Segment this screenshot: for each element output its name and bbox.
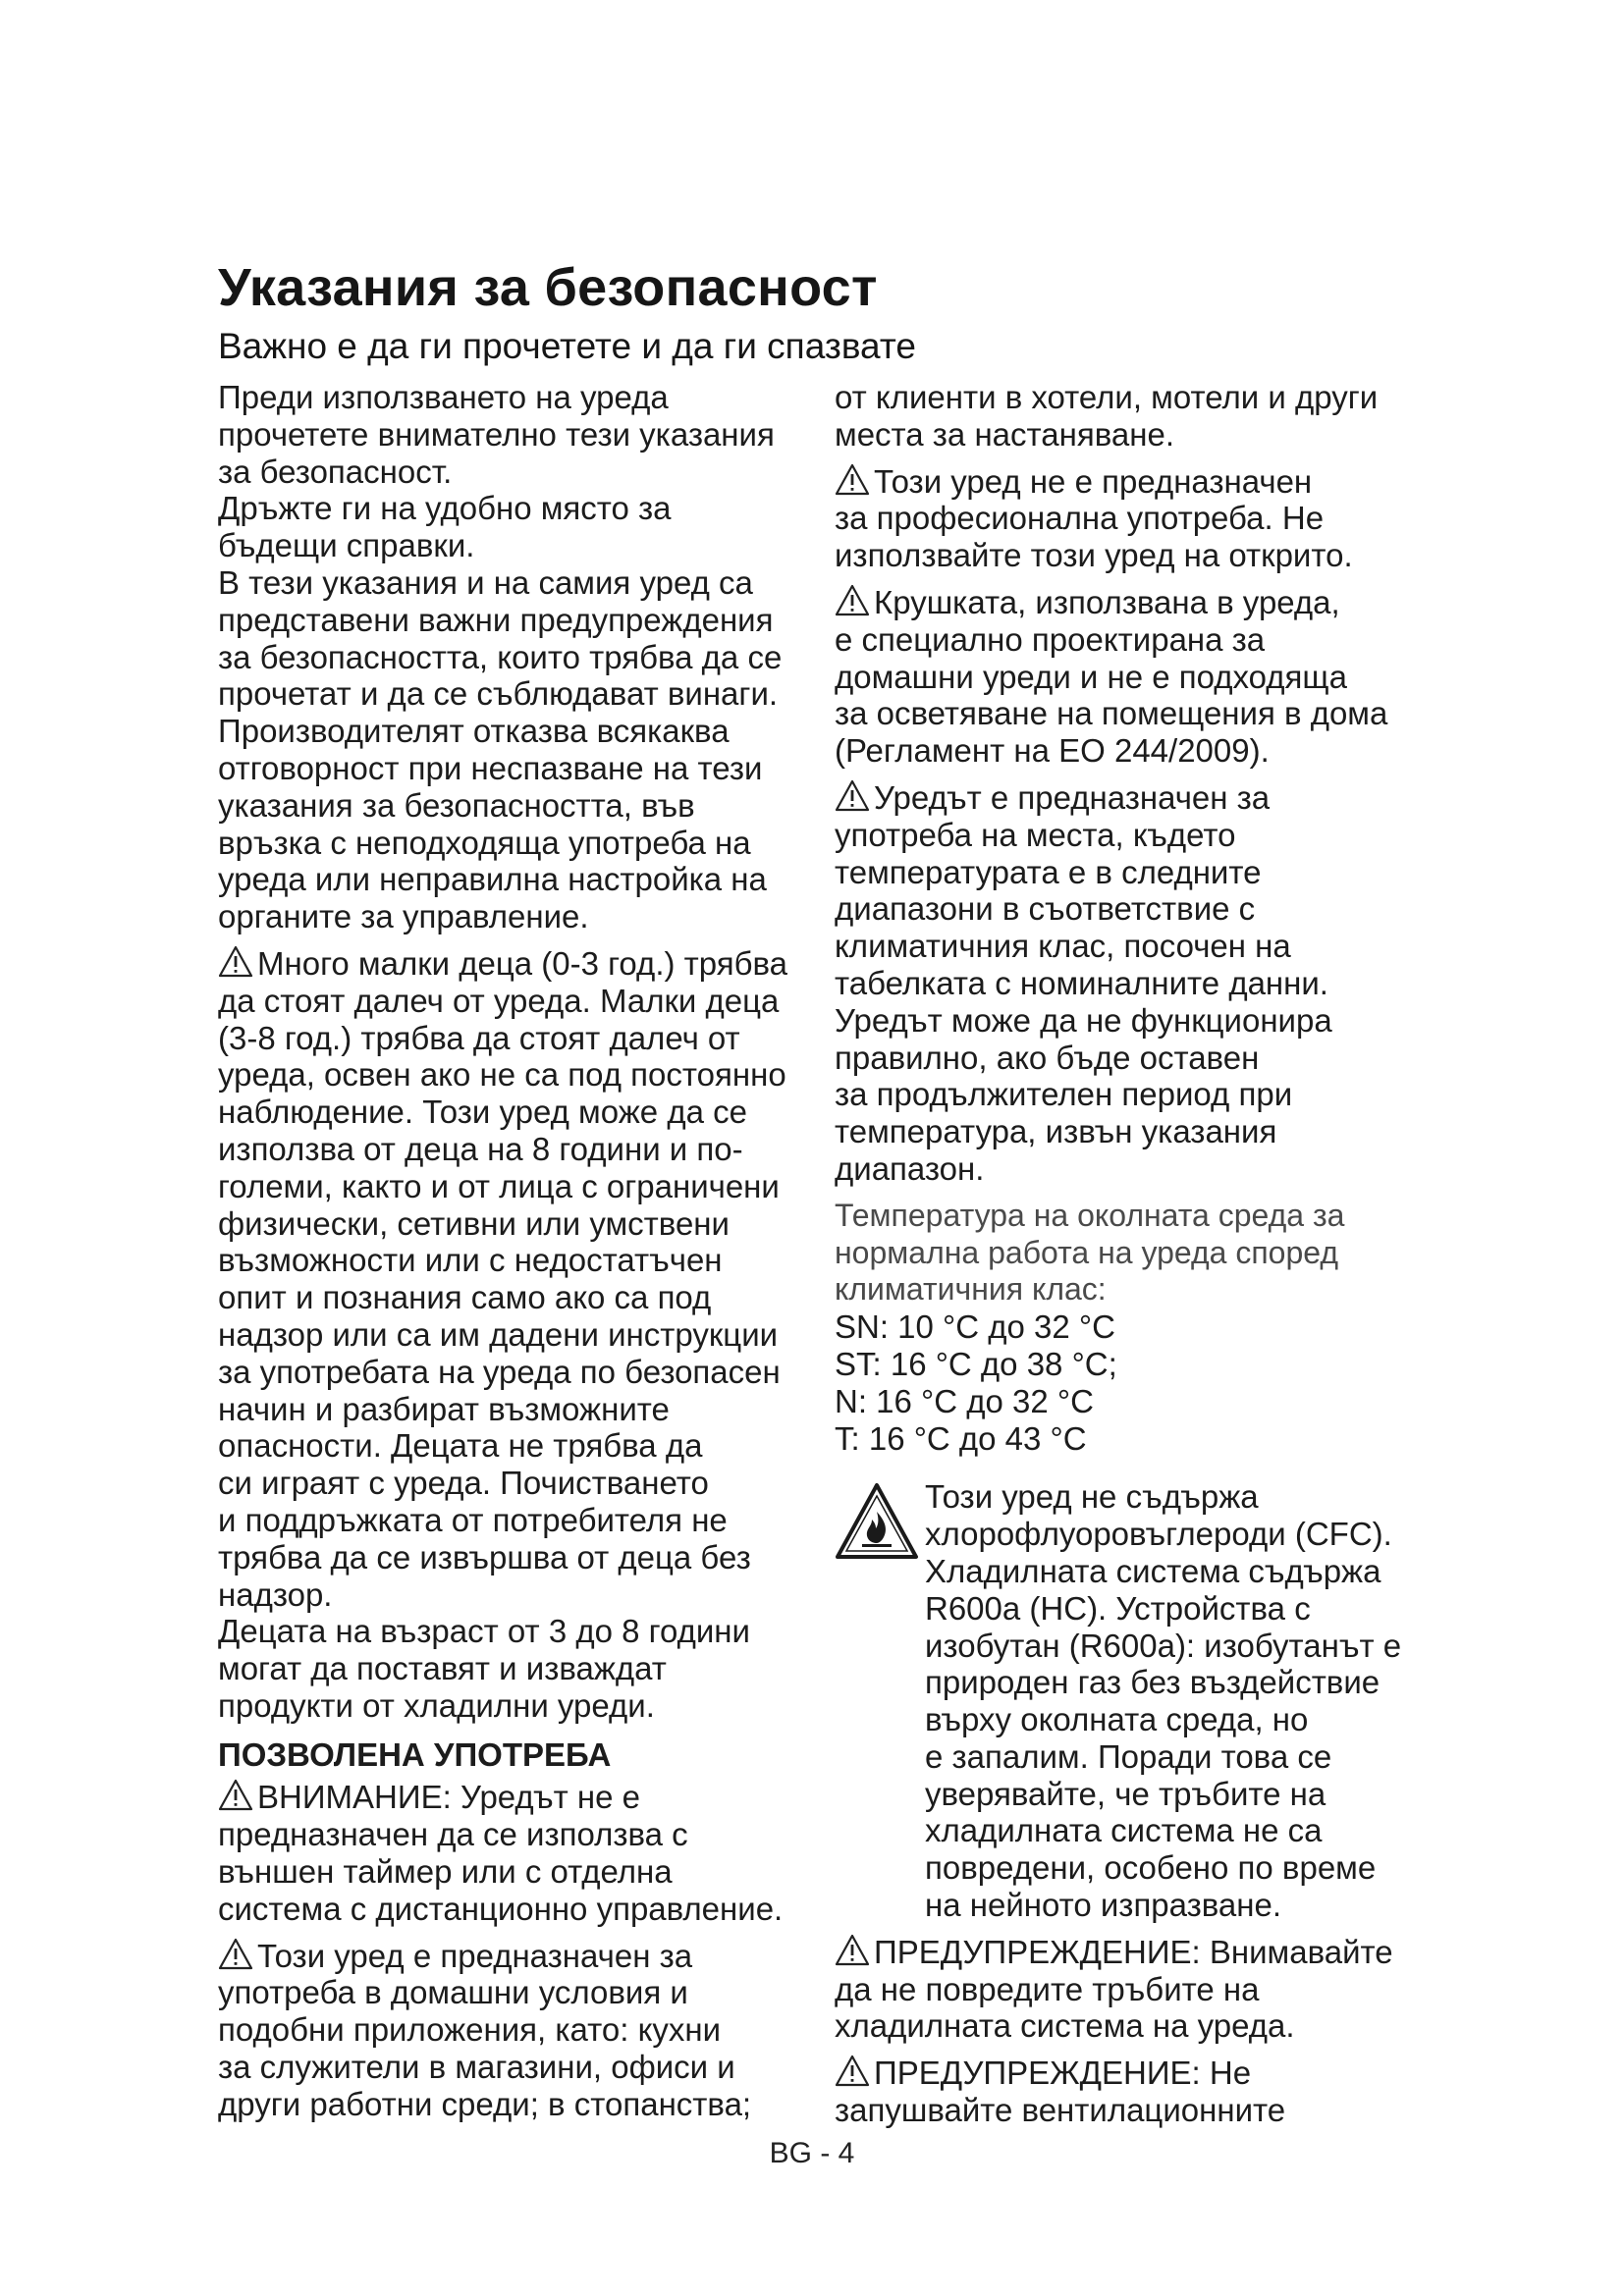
right-column <box>835 379 1424 2129</box>
section-heading-permitted-use: ПОЗВОЛЕНА УПОТРЕБА <box>218 1735 612 1773</box>
flammable-warning-icon <box>835 1482 919 1561</box>
liability-paragraph: Производителят отказва всякаква отговорност при неспазване на тези указания за безопасността, във връзка с неподходяща употреба на уреда или неправилна настройка на органите за управление. <box>218 713 767 935</box>
warning-icon <box>835 779 870 812</box>
climate-class-paragraph: Уредът е предназначен за употреба на места, където температурата е в следните диапазони в съответствие с климатичния клас, посочен на табелката с номиналните данни. Уредът може да не функционира правилно, ако бъде оставен за продължителен период при температура, извън указания диапазон. <box>835 778 1332 1187</box>
bulb-paragraph: Крушката, използвана в уреда, е специално проектирана за домашни уреди и не е подходяща за осветяване на помещения в дома (Регламент на ЕО 244/2009). <box>835 583 1388 770</box>
left-column <box>218 379 807 2123</box>
temperature-ranges <box>835 1308 1424 1457</box>
household-use-paragraph: Този уред е предназначен за употреба в домашни условия и подобни приложения, като: кухни за служители в магазини, офиси и други работни среди; в стопанства; <box>218 1937 752 2122</box>
temp-range-st: ST: 16 °C до 38 °C; <box>835 1345 1117 1382</box>
warning-icon <box>835 1934 870 1966</box>
children-warning-paragraph: Много малки деца (0-3 год.) трябва да стоят далеч от уреда. Малки деца (3-8 год.) трябва да стоят далеч от уреда, освен ако не са под постоянно наблюдение. Този уред може да се използва от деца на 8 години и по- големи, както и от лица с ограничени физически, сетивни или умствени възможности или с недостатъчен опит и познания само ако са под надзор или са им дадени инструкции за употребата на уреда по безопасен начин и разбират възможните опасности. Децата не трябва да си играят с уреда. Почистването и поддръжката от потребителя не трябва да се извършва от деца без надзор. <box>218 944 788 1613</box>
warning-icon <box>218 1938 253 1970</box>
pipes-warning-paragraph: ПРЕДУПРЕЖДЕНИЕ: Внимавайте да не повредите тръбите на хладилната система на уреда. <box>835 1933 1393 2045</box>
page-title: Указания за безопасност <box>218 258 878 317</box>
warning-icon <box>835 463 870 496</box>
warning-icon <box>218 1779 253 1811</box>
hotels-paragraph: от клиенти в хотели, мотели и други места за настаняване. <box>835 379 1379 453</box>
warning-icon <box>835 584 870 616</box>
intro-paragraph: Преди използването на уреда прочетете внимателно тези указания за безопасност. <box>218 379 775 490</box>
keep-instructions-paragraph: Дръжте ги на удобно място за бъдещи справки. <box>218 490 672 564</box>
flammable-refrigerant-block: Този уред не съдържа хлорофлуоровъглероди (CFC). Хладилната система съдържа R600a (HC). Устройства с изобутан (R600a): изобутанът е природен газ без въздействие върху околната среда, но е запалим. Поради това се уверявайте, че тръбите на хладилната система не са повредени, особено по време на нейното изпразване. <box>835 1478 1424 1924</box>
page-number: BG - 4 <box>769 2137 855 2169</box>
warning-icon <box>218 945 253 978</box>
children-age-paragraph: Децата на възраст от 3 до 8 години могат да поставят и изваждат продукти от хладилни уреди. <box>218 1613 750 1724</box>
warnings-paragraph: В тези указания и на самия уред са представени важни предупреждения за безопасността, които трябва да се прочетат и да се съблюдават винаги. <box>218 563 783 713</box>
professional-use-paragraph: Този уред не е предназначен за професионална употреба. Не използвайте този уред на открито. <box>835 462 1353 574</box>
temp-range-sn: SN: 10 °C до 32 °C <box>835 1308 1115 1346</box>
temp-range-n: N: 16 °C до 32 °C <box>835 1382 1094 1419</box>
timer-warning-paragraph: ВНИМАНИЕ: Уредът не е предназначен да се използва с външен таймер или с отделна система с дистанционно управление. <box>218 1779 784 1927</box>
page-subtitle: Важно е да ги прочетете и да ги спазвате <box>218 326 916 366</box>
ventilation-warning-paragraph: ПРЕДУПРЕЖДЕНИЕ: Не запушвайте вентилационните <box>835 2055 1286 2129</box>
warning-icon <box>835 2055 870 2087</box>
temp-range-t: T: 16 °C до 43 °C <box>835 1419 1087 1457</box>
ambient-temperature-paragraph: Температура на околната среда за нормална работа на уреда според климатичния клас: <box>835 1197 1345 1308</box>
